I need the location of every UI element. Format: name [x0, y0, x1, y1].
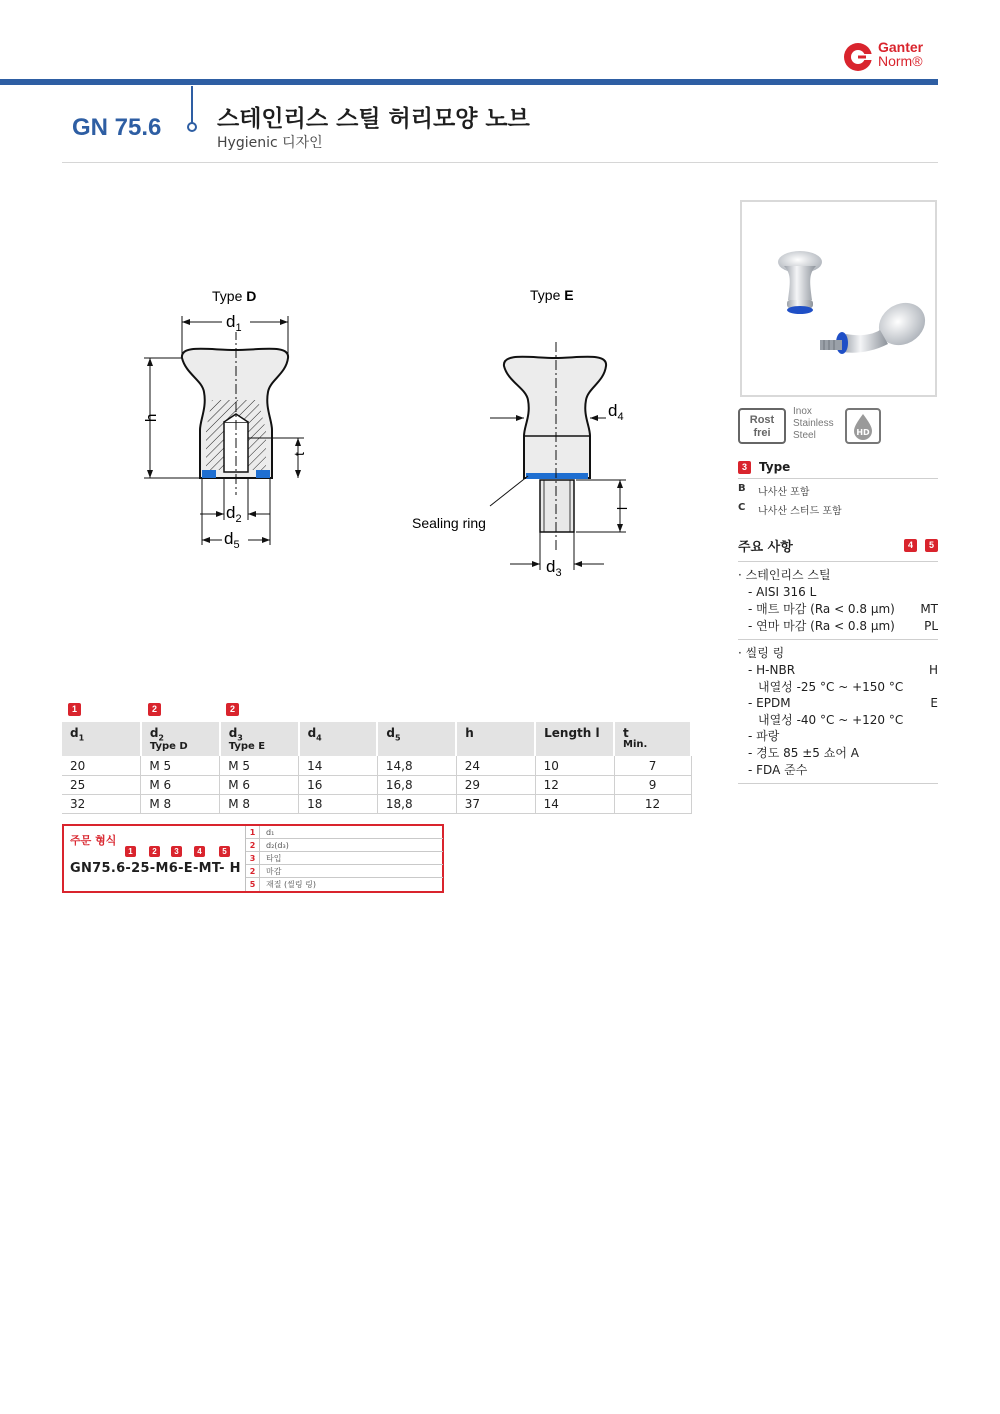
color-item: - 파랑: [748, 729, 780, 743]
col-t: t Min.: [614, 722, 691, 756]
legend-row: 3 타입: [246, 852, 443, 865]
type-d-knob: [182, 330, 288, 495]
technical-drawing: [130, 270, 650, 590]
rostfrei-badge: [738, 408, 786, 444]
col-h: h: [456, 722, 535, 756]
inox-badge: [793, 406, 834, 442]
table-cell: M 6: [220, 775, 299, 794]
type-row-b: [738, 483, 938, 498]
table-badge-2: 2: [148, 703, 161, 716]
order-badge-2: 2: [149, 846, 160, 857]
notes-section: [738, 536, 938, 784]
spec-table: [62, 722, 692, 814]
ring-bullet: · 씰링 링: [738, 646, 785, 660]
top-blue-bar: [0, 79, 938, 85]
page-title: 스테인리스 스틸 허리모양 노브: [217, 106, 530, 132]
type-section: [738, 460, 938, 517]
rostfrei-line2: frei: [753, 427, 771, 439]
ring-notes: [738, 640, 938, 784]
t-label: t: [291, 452, 307, 456]
hygienic-design-badge: [845, 408, 881, 444]
product-photo: [740, 200, 937, 397]
table-cell: 20: [62, 756, 141, 775]
col-d4: $d_4$: [299, 722, 378, 756]
table-badge-1: 1: [68, 703, 81, 716]
table-cell: 16,8: [377, 775, 456, 794]
legend-row: 2 마감: [246, 865, 443, 878]
col-length: Length l: [535, 722, 614, 756]
order-badge-3: 3: [171, 846, 182, 857]
table-cell: 12: [535, 775, 614, 794]
brand-line2: Norm®: [878, 53, 923, 69]
brand-line1: Ganter: [878, 39, 924, 55]
table-cell: M 8: [220, 794, 299, 813]
inox-line1: Inox: [793, 406, 812, 417]
table-cell: M 6: [141, 775, 220, 794]
d2-label: $d_2$: [226, 503, 242, 525]
order-badge-1: 1: [125, 846, 136, 857]
col-d3: $d_3$ Type E: [220, 722, 299, 756]
type-badge: 3: [738, 461, 751, 474]
ganter-logo-icon: [842, 41, 874, 73]
table-cell: M 5: [220, 756, 299, 775]
notes-badge-4: 4: [904, 539, 917, 552]
order-example-box: [62, 824, 444, 893]
epdm-item: - EPDM E: [748, 696, 938, 710]
order-badge-4: 4: [194, 846, 205, 857]
legend-row: 1 d₁: [246, 826, 443, 839]
table-cell: 25: [62, 775, 141, 794]
l-label: l: [614, 506, 630, 510]
table-cell: 12: [614, 794, 691, 813]
svg-text:HD: HD: [856, 428, 870, 437]
page-subtitle: Hygienic 디자인: [217, 135, 323, 151]
table-cell: 37: [456, 794, 535, 813]
table-cell: 14: [299, 756, 378, 775]
header-divider-line: [191, 86, 193, 124]
order-legend: [245, 826, 443, 891]
epdm-temp: 내열성 -40 °C ~ +120 °C: [758, 713, 904, 727]
order-badge-5: 5: [219, 846, 230, 857]
col-d1: $d_1$: [62, 722, 141, 756]
inox-line2: Stainless: [793, 418, 834, 429]
fda-item: - FDA 준수: [748, 763, 808, 777]
type-code: C: [738, 502, 746, 513]
notes-heading-text: 주요 사항: [738, 540, 793, 555]
order-code: GN75.6-25-M6-E-MT- H: [70, 861, 241, 876]
hygienic-drop-icon: [847, 410, 879, 442]
type-code: B: [738, 483, 746, 494]
type-e-knob: [504, 342, 606, 550]
notes-badge-5: 5: [925, 539, 938, 552]
d5-label: $d_5$: [224, 529, 240, 551]
table-cell: 14,8: [377, 756, 456, 775]
type-desc: 나사산 포함: [758, 487, 810, 498]
table-cell: 7: [614, 756, 691, 775]
table-cell: 18: [299, 794, 378, 813]
table-cell: 14: [535, 794, 614, 813]
rostfrei-line1: Rost: [749, 414, 775, 426]
hnbr-item: - H-NBR H: [748, 663, 938, 677]
d1-label: $d_1$: [226, 312, 242, 334]
ganter-logo-text: [878, 40, 923, 68]
table-cell: M 8: [141, 794, 220, 813]
type-row-c: [738, 502, 938, 517]
table-cell: 18,8: [377, 794, 456, 813]
material-badges: [738, 406, 938, 448]
col-d2: $d_2$ Type D: [141, 722, 220, 756]
material-item: - 매트 마감 (Ra < 0.8 µm) MT: [748, 602, 938, 616]
hnbr-temp: 내열성 -25 °C ~ +150 °C: [758, 680, 904, 694]
ganter-logo: [842, 40, 942, 74]
type-heading-text: Type: [759, 460, 791, 474]
type-e-label: Type E: [530, 287, 574, 303]
table-cell: 32: [62, 794, 141, 813]
d4-label: $d_4$: [608, 401, 624, 423]
product-number: GN 75.6: [72, 114, 162, 141]
notes-heading: [738, 536, 938, 562]
header-rule: [62, 162, 938, 163]
table-cell: 10: [535, 756, 614, 775]
order-badges: [64, 846, 244, 860]
legend-row: 2 d₂(d₃): [246, 839, 443, 852]
table-header-row: [62, 722, 691, 756]
sealing-ring-label: Sealing ring: [412, 515, 486, 531]
table-row: [62, 794, 691, 813]
material-bullet: · 스테인리스 스틸: [738, 568, 831, 582]
col-d5: $d_5$: [377, 722, 456, 756]
type-desc: 나사산 스터드 포함: [758, 506, 842, 517]
material-item: - AISI 316 L: [748, 585, 817, 599]
table-cell: 9: [614, 775, 691, 794]
table-row: [62, 775, 691, 794]
hardness-item: - 경도 85 ±5 쇼어 A: [748, 746, 859, 760]
type-d-label: Type D: [212, 288, 257, 304]
table-badge-2b: 2: [226, 703, 239, 716]
inox-line3: Steel: [793, 430, 816, 441]
material-notes: [738, 562, 938, 640]
header-divider-dot: [187, 122, 197, 132]
product-photo-image: [742, 202, 935, 395]
legend-row: 5 재질 (씰링 링): [246, 878, 443, 891]
material-item: - 연마 마감 (Ra < 0.8 µm) PL: [748, 619, 938, 633]
table-row: [62, 756, 691, 775]
d3-label: $d_3$: [546, 557, 562, 579]
order-title: 주문 형식: [70, 834, 117, 847]
table-cell: M 5: [141, 756, 220, 775]
table-badges: [62, 703, 692, 719]
h-label: h: [143, 413, 160, 422]
table-cell: 24: [456, 756, 535, 775]
table-cell: 16: [299, 775, 378, 794]
table-cell: 29: [456, 775, 535, 794]
type-heading: [738, 460, 938, 479]
